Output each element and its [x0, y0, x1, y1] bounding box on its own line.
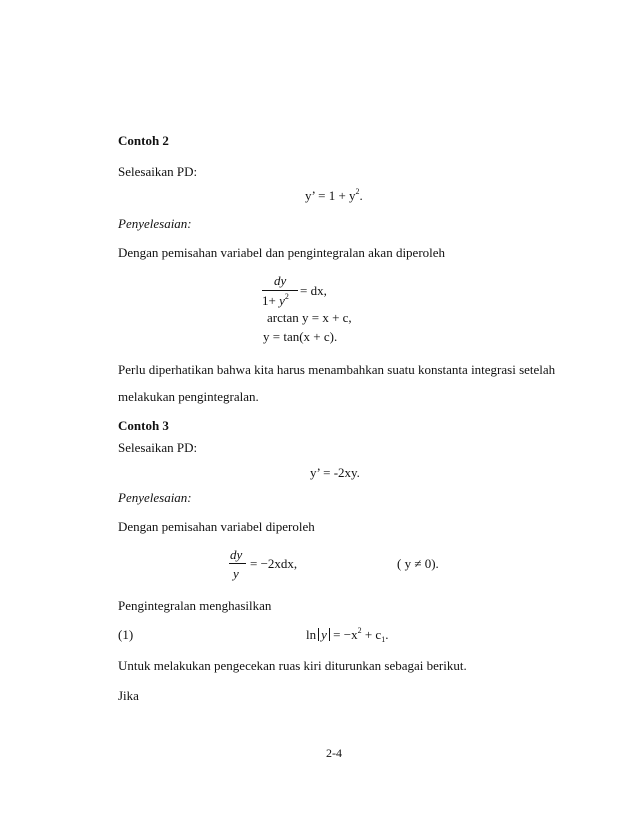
fraction-numerator: dy [274, 273, 287, 288]
integration-text: Pengintegralan menghasilkan [118, 598, 272, 613]
check-text: Untuk melakukan pengecekan ruas kiri diturunkan sebagai berikut. [118, 658, 467, 673]
absolute-value-variable: y [321, 627, 327, 642]
problem-statement: Selesaikan PD: [118, 164, 198, 179]
solution-label-3: Penyelesaian: [118, 490, 192, 505]
equation-tan: y = tan(x + c). [263, 329, 338, 344]
fraction-denominator [262, 294, 289, 307]
constant-subscript: 1 [381, 635, 386, 644]
note-line-1: Perlu diperhatikan bahwa kita harus menambahkan suatu konstanta integrasi setelah [118, 362, 556, 377]
equation-main-lhs: y’ = 1 + y [305, 188, 356, 203]
fraction-numerator-3: dy [230, 547, 243, 562]
denominator-variable: y [279, 293, 285, 308]
fraction-rhs: = dx, [300, 283, 327, 298]
jika-text: Jika [118, 688, 139, 703]
fraction-bar [262, 290, 298, 291]
ln-symbol: ln [306, 627, 317, 642]
denominator-constant: 1+ [262, 293, 280, 308]
equation-main-end: . [359, 188, 363, 203]
equation-number: (1) [118, 627, 134, 642]
fraction-bar-3 [229, 563, 246, 564]
equation-main-3: y’ = -2xy. [310, 465, 360, 480]
heading-contoh-2: Contoh 2 [118, 133, 169, 148]
equation-arctan: arctan y = x + c, [267, 310, 352, 325]
solution-intro: Dengan pemisahan variabel dan pengintegralan akan diperoleh [118, 245, 446, 260]
fraction-denominator-3: y [233, 566, 239, 581]
equation-main-exponent: 2 [355, 187, 360, 196]
page-number: 2-4 [326, 746, 342, 760]
heading-contoh-3: Contoh 3 [118, 418, 169, 433]
log-plus-constant: + c [361, 627, 382, 642]
solution-intro-3: Dengan pemisahan variabel diperoleh [118, 519, 315, 534]
fraction-rhs-3: = −2xdx, [250, 556, 298, 571]
equation-main [305, 189, 363, 202]
condition: ( y ≠ 0). [397, 556, 439, 571]
denominator-exponent: 2 [284, 292, 289, 301]
log-equation [306, 626, 389, 644]
problem-statement-3: Selesaikan PD: [118, 440, 198, 455]
log-rhs: = −x [333, 627, 358, 642]
log-rhs-exponent: 2 [357, 626, 362, 635]
absolute-value [318, 628, 330, 641]
note-line-2: melakukan pengintegralan. [118, 389, 259, 404]
log-end: . [385, 627, 389, 642]
solution-label: Penyelesaian: [118, 216, 192, 231]
